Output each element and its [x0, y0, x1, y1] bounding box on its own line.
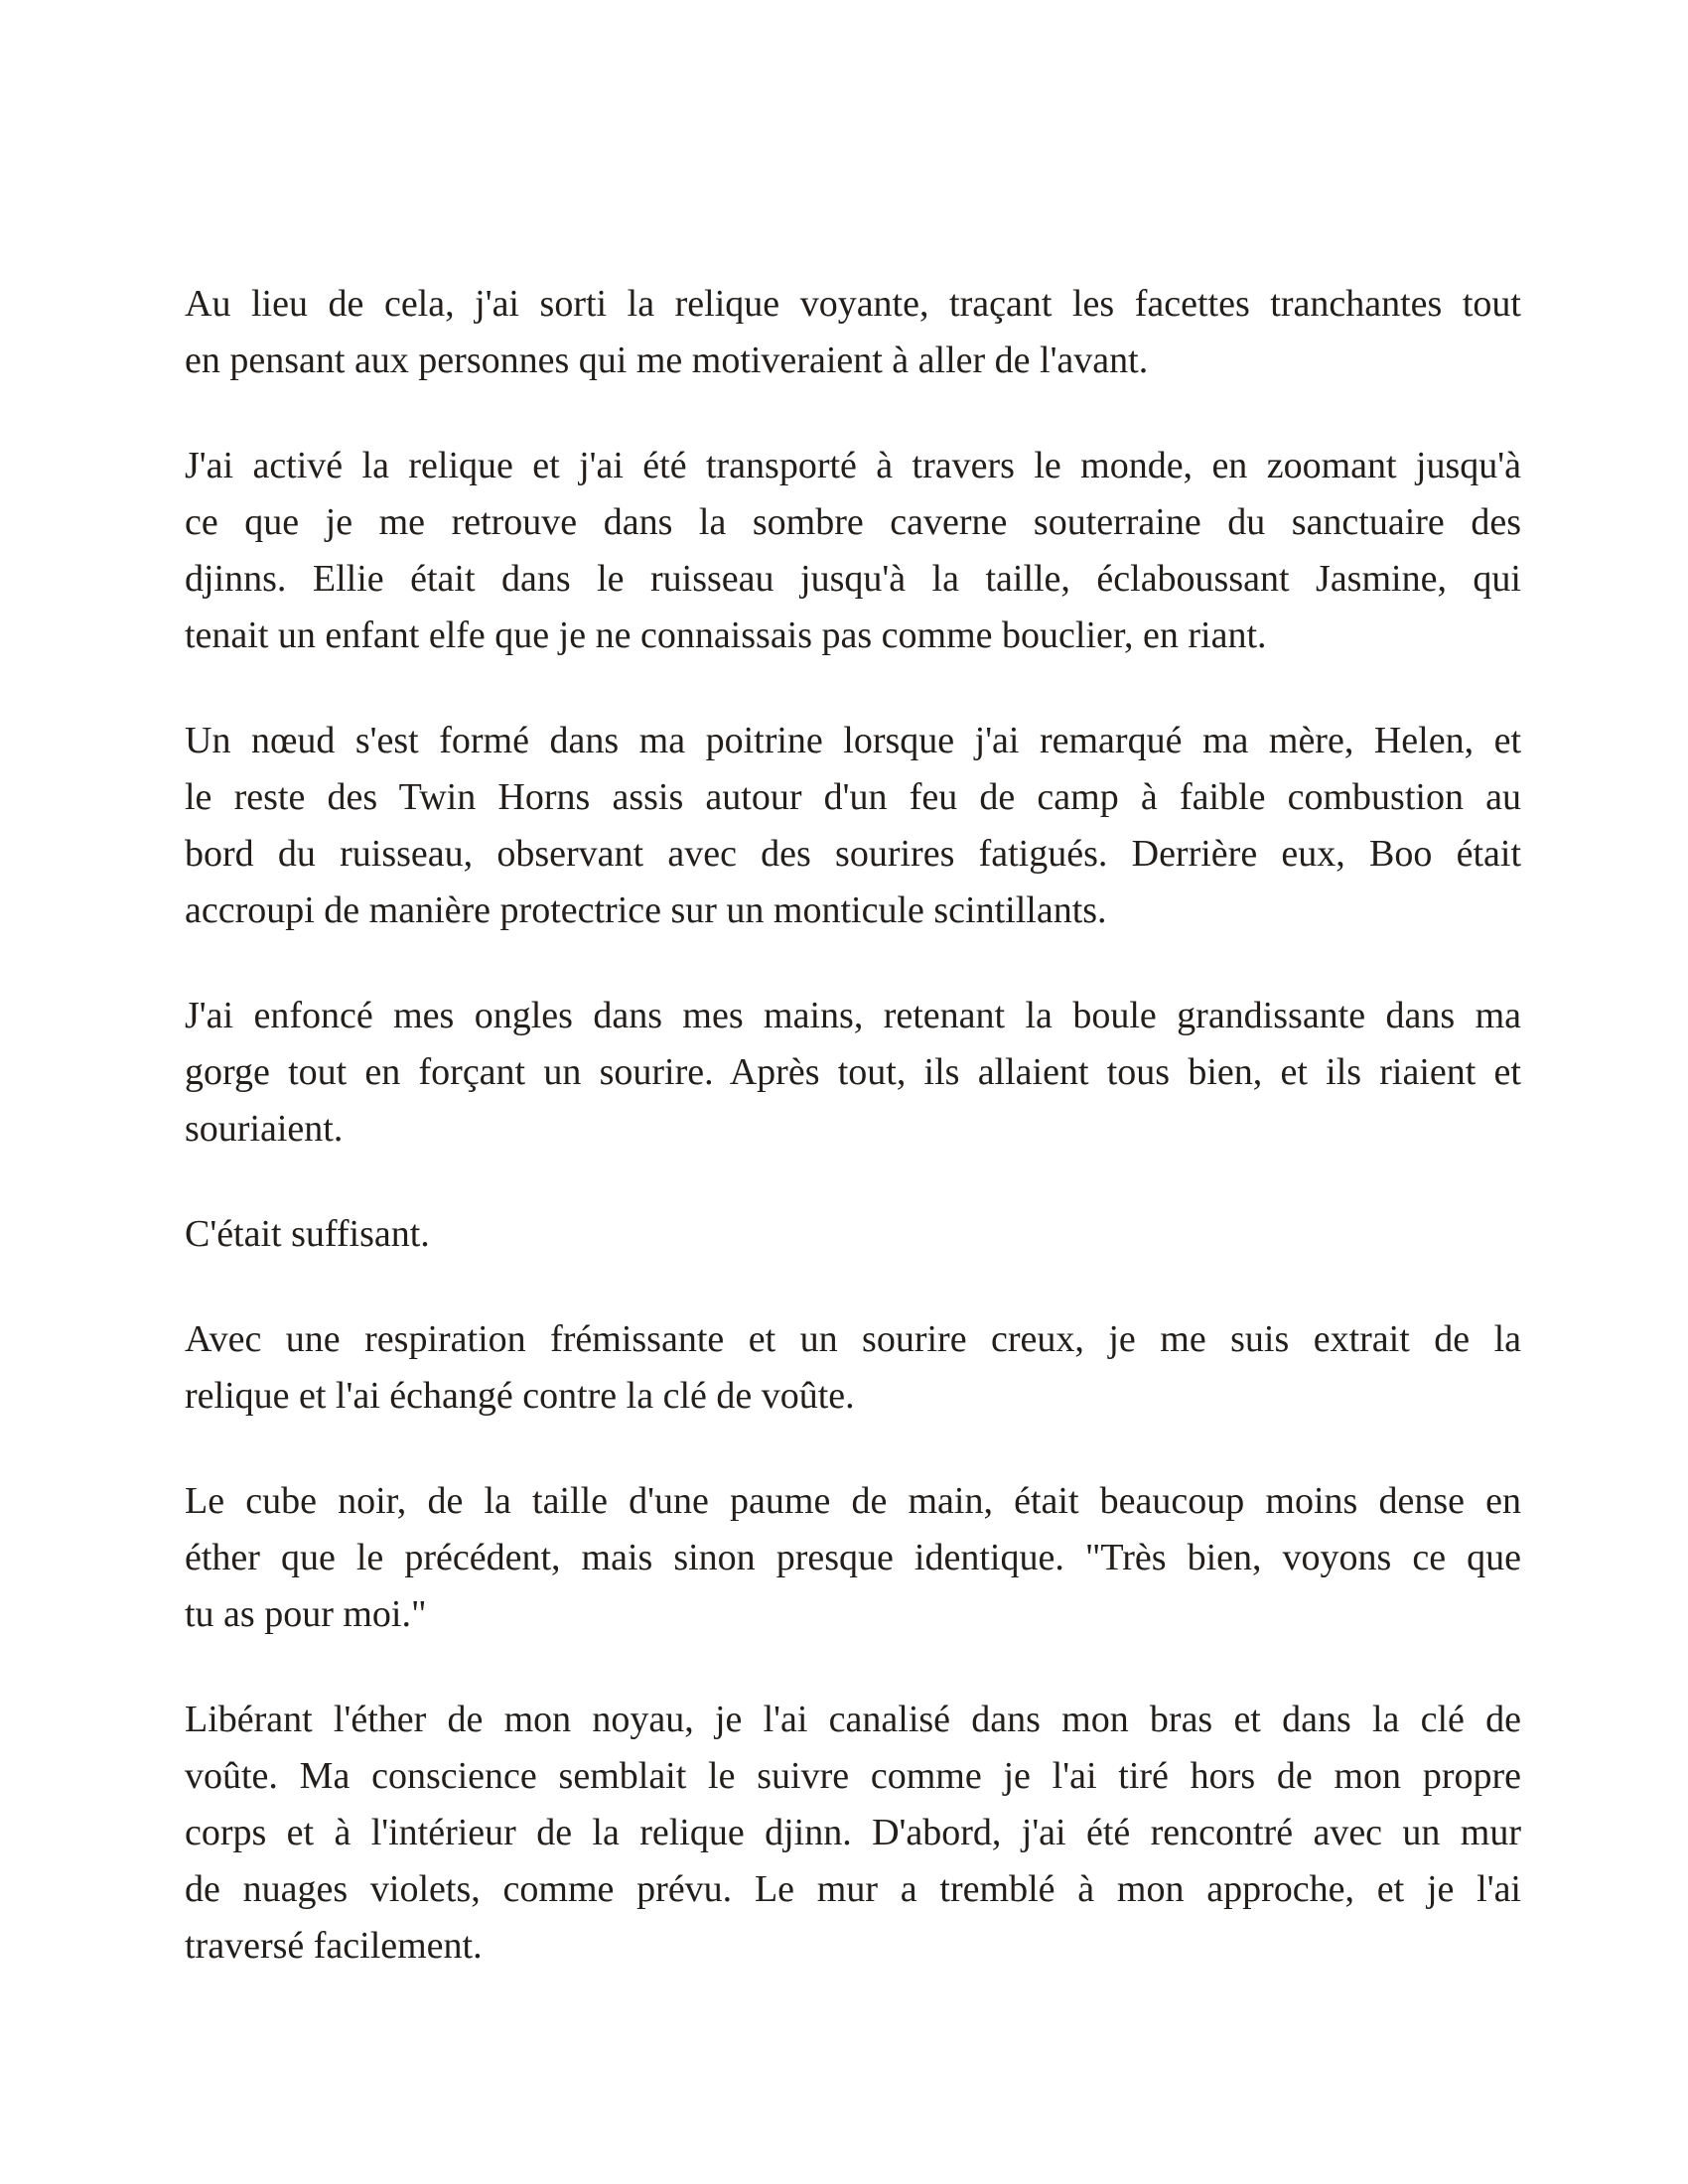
text-line: gorge tout en forçant un sourire. Après tout, ils allaient tous bien, et ils riaient et	[185, 1051, 1521, 1093]
text-line: djinns. Ellie était dans le ruisseau jusqu'à la taille, éclaboussant Jasmine, qui	[185, 558, 1521, 600]
text-line: de nuages violets, comme prévu. Le mur a tremblé à mon approche, et je l'ai	[185, 1868, 1521, 1910]
text-line: voûte. Ma conscience semblait le suivre comme je l'ai tiré hors de mon propre	[185, 1755, 1521, 1797]
text-line: le reste des Twin Horns assis autour d'un feu de camp à faible combustion au	[185, 776, 1521, 818]
text-line: bord du ruisseau, observant avec des sourires fatigués. Derrière eux, Boo était	[185, 833, 1521, 875]
text-line: Avec une respiration frémissante et un sourire creux, je me suis extrait de la	[185, 1318, 1521, 1360]
text-block	[185, 276, 1521, 1975]
text-line: tu as pour moi."	[185, 1593, 427, 1635]
text-line: Au lieu de cela, j'ai sorti la relique voyante, traçant les facettes tranchantes tout	[185, 283, 1521, 325]
text-line: Le cube noir, de la taille d'une paume de main, était beaucoup moins dense en	[185, 1480, 1521, 1522]
text-line: Un nœud s'est formé dans ma poitrine lorsque j'ai remarqué ma mère, Helen, et	[185, 720, 1521, 761]
paragraph	[185, 713, 1521, 939]
text-line: tenait un enfant elfe que je ne connaissais pas comme bouclier, en riant.	[185, 614, 1267, 656]
text-line: accroupi de manière protectrice sur un monticule scintillants.	[185, 889, 1107, 931]
paragraph	[185, 988, 1521, 1158]
text-line: J'ai activé la relique et j'ai été transporté à travers le monde, en zoomant jusqu'à	[185, 445, 1521, 486]
text-line: éther que le précédent, mais sinon presque identique. "Très bien, voyons ce que	[185, 1537, 1521, 1578]
text-line: corps et à l'intérieur de la relique djinn. D'abord, j'ai été rencontré avec un mur	[185, 1812, 1521, 1853]
text-line: ce que je me retrouve dans la sombre caverne souterraine du sanctuaire des	[185, 501, 1521, 543]
paragraph	[185, 1206, 1521, 1263]
text-line: en pensant aux personnes qui me motiveraient à aller de l'avant.	[185, 340, 1149, 381]
text-line: C'était suffisant.	[185, 1213, 430, 1255]
paragraph	[185, 438, 1521, 664]
text-line: J'ai enfoncé mes ongles dans mes mains, retenant la boule grandissante dans ma	[185, 995, 1521, 1036]
text-line: relique et l'ai échangé contre la clé de voûte.	[185, 1375, 855, 1417]
text-line: Libérant l'éther de mon noyau, je l'ai canalisé dans mon bras et dans la clé de	[185, 1699, 1521, 1740]
paragraph	[185, 276, 1521, 389]
paragraph	[185, 1692, 1521, 1975]
paragraph	[185, 1473, 1521, 1643]
paragraph	[185, 1311, 1521, 1425]
text-line: souriaient.	[185, 1108, 344, 1150]
text-line: traversé facilement.	[185, 1925, 483, 1967]
